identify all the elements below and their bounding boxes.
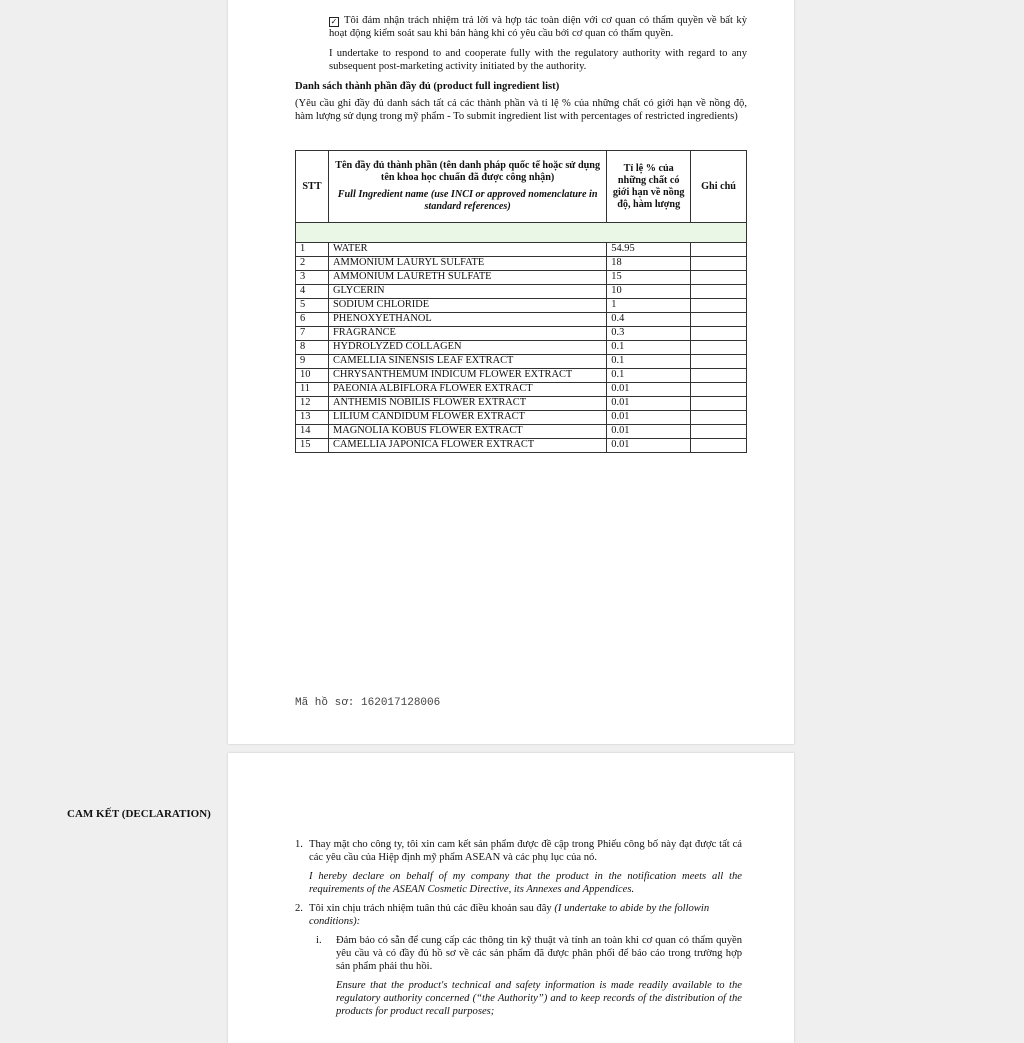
sub-item-i-vi: Đảm bảo có sẵn để cung cấp các thông tin kỹ thuật và tính an toàn khi cơ quan có thẩm quyền yêu cầu và có đầy đủ hồ sơ về các sản phẩm đã được phân phối để báo cáo trong trường hợp sản phẩm phải thu hồi. <box>336 935 742 972</box>
table-row <box>296 327 747 341</box>
cell-ingredient-name: AMMONIUM LAURETH SULFATE <box>328 271 606 285</box>
header-name-en: Full Ingredient name (use INCI or approved nomenclature in standard references) <box>337 189 598 212</box>
cell-stt: 12 <box>296 397 329 411</box>
cell-stt: 15 <box>296 439 329 453</box>
cell-ingredient-name: WATER <box>328 243 606 257</box>
cell-stt: 9 <box>296 355 329 369</box>
cell-ingredient-name: HYDROLYZED COLLAGEN <box>328 341 606 355</box>
cell-percent: 0.01 <box>607 425 691 439</box>
record-code: Mã hồ sơ: 162017128006 <box>295 697 441 709</box>
cell-ingredient-name: PAEONIA ALBIFLORA FLOWER EXTRACT <box>328 383 606 397</box>
table-row <box>296 285 747 299</box>
cell-note <box>691 271 747 285</box>
cell-percent: 18 <box>607 257 691 271</box>
item-2-vi: Tôi xin chịu trách nhiệm tuân thủ các điều khoản sau đây <box>309 903 552 914</box>
sub-item-i-en-wrap <box>336 979 742 1018</box>
table-spacer-row <box>296 223 747 243</box>
table-row <box>296 313 747 327</box>
cell-note <box>691 439 747 453</box>
table-row <box>296 439 747 453</box>
table-row <box>296 425 747 439</box>
sub-item-i-en: Ensure that the product's technical and safety information is made readily available to the regulatory authority concerned (“the Authority”) and to keep records of the distribution of the products for product recall purposes; <box>336 980 742 1017</box>
cell-percent: 0.01 <box>607 439 691 453</box>
cell-ingredient-name: GLYCERIN <box>328 285 606 299</box>
spacer-cell <box>296 223 747 243</box>
cell-note <box>691 299 747 313</box>
item-2-en: (I undertake to abide by the followin conditions): <box>309 903 710 927</box>
cell-stt: 1 <box>296 243 329 257</box>
cell-note <box>691 425 747 439</box>
table-row <box>296 257 747 271</box>
table-header-row <box>296 151 747 223</box>
table-row <box>296 411 747 425</box>
cell-note <box>691 411 747 425</box>
cell-note <box>691 341 747 355</box>
cell-note <box>691 327 747 341</box>
item-1-vi: Thay mặt cho công ty, tôi xin cam kết sản phẩm được đề cập trong Phiếu công bố này đạt được tất cả các yêu cầu của Hiệp định mỹ phẩm ASEAN và các phụ lục của nó. <box>309 839 742 863</box>
cell-stt: 3 <box>296 271 329 285</box>
checkbox-checked-icon: ✓ <box>330 17 338 26</box>
commitment-vi-text: Tôi đảm nhận trách nhiệm trả lời và hợp tác toàn diện với cơ quan có thẩm quyền về bất kỳ hoạt động kiểm soát sau khi bán hàng khi có yêu cầu bởi cơ quan có thẩm quyền. <box>329 15 747 40</box>
cell-note <box>691 243 747 257</box>
cell-stt: 7 <box>296 327 329 341</box>
cell-percent: 15 <box>607 271 691 285</box>
cell-stt: 13 <box>296 411 329 425</box>
ingredient-table <box>295 150 747 453</box>
header-note: Ghi chú <box>691 151 747 223</box>
cell-percent: 0.01 <box>607 383 691 397</box>
item-1-en: I hereby declare on behalf of my company that the product in the notification meets all the requirements of the ASEAN Cosmetic Directive, its Annexes and Appendices. <box>309 871 742 895</box>
table-row <box>296 397 747 411</box>
cell-stt: 4 <box>296 285 329 299</box>
table-row <box>296 341 747 355</box>
cell-percent: 0.1 <box>607 369 691 383</box>
cell-stt: 8 <box>296 341 329 355</box>
commitment-paragraph <box>329 14 747 74</box>
table-row <box>296 299 747 313</box>
item-1-number: 1. <box>295 839 303 850</box>
cell-note <box>691 369 747 383</box>
header-name <box>328 151 606 223</box>
cell-ingredient-name: ANTHEMIS NOBILIS FLOWER EXTRACT <box>328 397 606 411</box>
table-row <box>296 369 747 383</box>
cell-note <box>691 313 747 327</box>
cell-note <box>691 355 747 369</box>
cell-stt: 2 <box>296 257 329 271</box>
cell-ingredient-name: MAGNOLIA KOBUS FLOWER EXTRACT <box>328 425 606 439</box>
cell-ingredient-name: AMMONIUM LAURYL SULFATE <box>328 257 606 271</box>
commitment-vi-line <box>329 14 747 41</box>
table-row <box>296 243 747 257</box>
cell-stt: 11 <box>296 383 329 397</box>
cell-percent: 0.1 <box>607 355 691 369</box>
header-name-vi: Tên đầy đủ thành phần (tên danh pháp quốc tế hoặc sử dụng tên khoa học chuẩn đã được công nhận) <box>335 160 601 183</box>
ingredient-section-note: (Yêu cầu ghi đầy đủ danh sách tất cả các thành phần và tỉ lệ % của những chất có giới hạn về nồng độ, hàm lượng sử dụng trong mỹ phẩm - To submit ingredient list with percentages of restricted ingredients) <box>295 98 747 123</box>
cell-ingredient-name: PHENOXYETHANOL <box>328 313 606 327</box>
ingredient-section-title: Danh sách thành phần đầy đủ (product full ingredient list) <box>295 81 560 92</box>
cell-note <box>691 257 747 271</box>
cell-percent: 54.95 <box>607 243 691 257</box>
cell-ingredient-name: CAMELLIA JAPONICA FLOWER EXTRACT <box>328 439 606 453</box>
item-2-text <box>309 902 745 928</box>
header-percent: Tỉ lệ % của những chất có giới hạn về nồng độ, hàm lượng <box>607 151 691 223</box>
commitment-en-text: I undertake to respond to and cooperate fully with the regulatory authority with regard to any subsequent post-marketing activity initiated by the authority. <box>329 47 747 73</box>
cell-ingredient-name: CHRYSANTHEMUM INDICUM FLOWER EXTRACT <box>328 369 606 383</box>
item-1-en-wrap <box>309 870 742 896</box>
cell-percent: 1 <box>607 299 691 313</box>
cell-stt: 5 <box>296 299 329 313</box>
cell-stt: 6 <box>296 313 329 327</box>
cell-note <box>691 285 747 299</box>
cell-percent: 0.3 <box>607 327 691 341</box>
cell-percent: 0.1 <box>607 341 691 355</box>
table-row <box>296 383 747 397</box>
declaration-title: CAM KẾT (DECLARATION) <box>67 808 211 820</box>
table-row <box>296 271 747 285</box>
header-stt: STT <box>296 151 329 223</box>
cell-ingredient-name: LILIUM CANDIDUM FLOWER EXTRACT <box>328 411 606 425</box>
cell-note <box>691 383 747 397</box>
cell-note <box>691 397 747 411</box>
item-2-number: 2. <box>295 903 303 914</box>
cell-ingredient-name: CAMELLIA SINENSIS LEAF EXTRACT <box>328 355 606 369</box>
cell-stt: 10 <box>296 369 329 383</box>
sub-item-i-number: i. <box>316 935 322 946</box>
cell-percent: 0.01 <box>607 411 691 425</box>
cell-ingredient-name: SODIUM CHLORIDE <box>328 299 606 313</box>
table-row <box>296 355 747 369</box>
cell-percent: 0.01 <box>607 397 691 411</box>
document-page-1 <box>228 0 794 744</box>
cell-ingredient-name: FRAGRANCE <box>328 327 606 341</box>
cell-stt: 14 <box>296 425 329 439</box>
cell-percent: 10 <box>607 285 691 299</box>
cell-percent: 0.4 <box>607 313 691 327</box>
